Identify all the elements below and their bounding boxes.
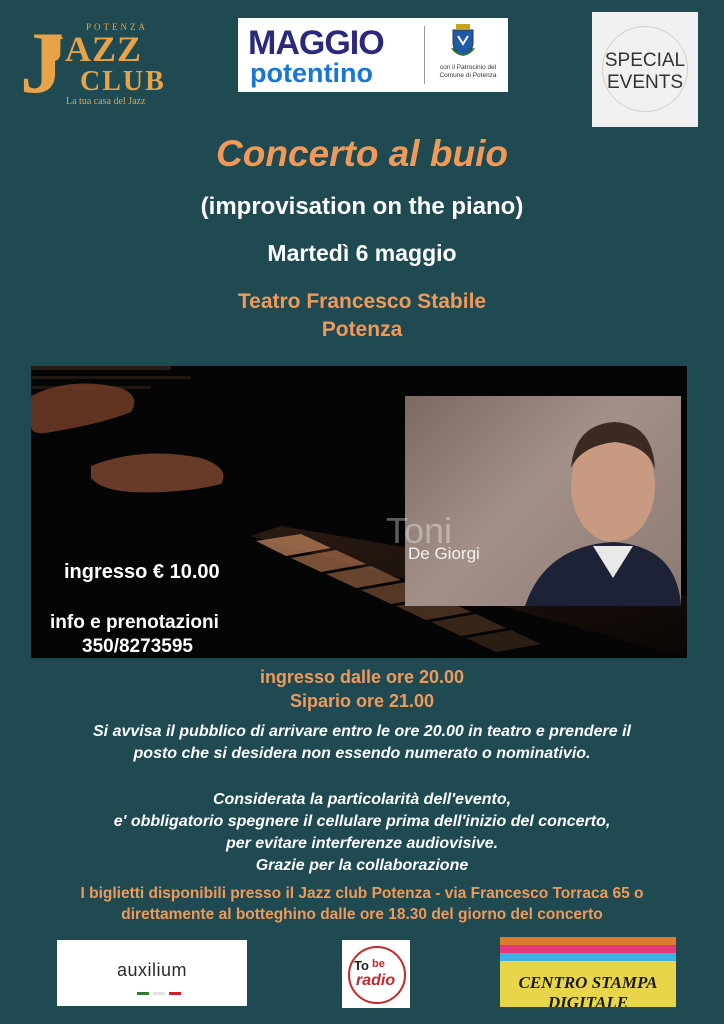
italian-flag-red xyxy=(169,992,181,995)
jazz-club-tagline: La tua casa del Jazz xyxy=(66,96,146,107)
doors-time: ingresso dalle ore 20.00 xyxy=(259,667,465,687)
notice-line-2: posto che si desidera non essendo numerato o nominativio. xyxy=(133,745,591,762)
centro-stampa-digitale-logo xyxy=(500,937,676,1007)
notice-line-1: Si avvisa il pubblico di arrivare entro le ore 20.00 in teatro e prendere il xyxy=(93,723,631,740)
maggio-word: MAGGIO xyxy=(248,24,384,62)
radio-logo-be: be xyxy=(372,958,385,970)
artist-portrait-illustration xyxy=(405,396,681,606)
info-phone: 350/8273595 xyxy=(82,636,193,657)
event-date: Martedì 6 maggio xyxy=(267,240,457,266)
consideration-line-3: per evitare interferenze audiovisive. xyxy=(225,835,499,852)
to-be-radio-logo xyxy=(342,940,410,1008)
jazz-club-potenza: POTENZA xyxy=(86,22,148,32)
artist-first-name: Toni xyxy=(386,510,453,551)
special-events-line1: SPECIAL xyxy=(604,50,686,71)
radio-logo-to: To xyxy=(354,958,369,973)
event-title: Concerto al buio xyxy=(216,133,508,174)
piano-photo-panel xyxy=(31,366,687,658)
italian-flag-green xyxy=(137,992,149,995)
artist-last-name: De Giorgi xyxy=(408,544,480,563)
jazz-club-jazz: JAZZ xyxy=(46,29,143,69)
stampa-text: CENTRO STAMPA DIGITALE xyxy=(518,973,658,1007)
stampa-stripe-pink xyxy=(500,945,676,953)
artist-portrait xyxy=(405,396,681,606)
comune-crest-icon xyxy=(450,24,476,56)
auxilium-logo xyxy=(57,940,247,1006)
jazz-club-club: CLUB xyxy=(80,66,166,97)
radio-logo-radio: radio xyxy=(356,972,396,989)
tickets-line-1: I biglietti disponibili presso il Jazz club Potenza - via Francesco Torraca 65 o xyxy=(80,885,644,902)
potentino-word: potentino xyxy=(250,58,373,88)
special-events-line2: EVENTS xyxy=(606,72,684,93)
tickets-line-2: direttamente al botteghino dalle ore 18.30 del giorno del concerto xyxy=(121,906,603,923)
logo-divider xyxy=(424,26,425,84)
consideration-line-2: e' obbligatorio spegnere il cellulare prima dell'inizio del concerto, xyxy=(113,813,611,830)
event-city: Potenza xyxy=(321,318,403,341)
consideration-line-4: Grazie per la collaborazione xyxy=(255,857,469,874)
ticket-price: ingresso € 10.00 xyxy=(64,561,220,583)
jazz-club-logo xyxy=(20,15,166,112)
stampa-stripe-blue xyxy=(500,953,676,961)
event-subtitle: (improvisation on the piano) xyxy=(200,193,524,220)
event-venue: Teatro Francesco Stabile xyxy=(237,290,487,313)
patrocinio-text: con il Patrocinio del Comune di Potenza xyxy=(439,64,497,79)
italian-flag-white xyxy=(153,992,165,995)
stampa-stripe-orange xyxy=(500,937,676,945)
curtain-time: Sipario ore 21.00 xyxy=(289,691,435,711)
jazz-club-j-glyph: J xyxy=(20,15,64,112)
special-events-logo xyxy=(592,12,698,127)
consideration-line-1: Considerata la particolarità dell'evento, xyxy=(212,791,512,808)
maggio-potentino-logo xyxy=(238,18,508,92)
auxilium-text: auxilium xyxy=(116,960,188,980)
info-label: info e prenotazioni xyxy=(50,612,219,633)
